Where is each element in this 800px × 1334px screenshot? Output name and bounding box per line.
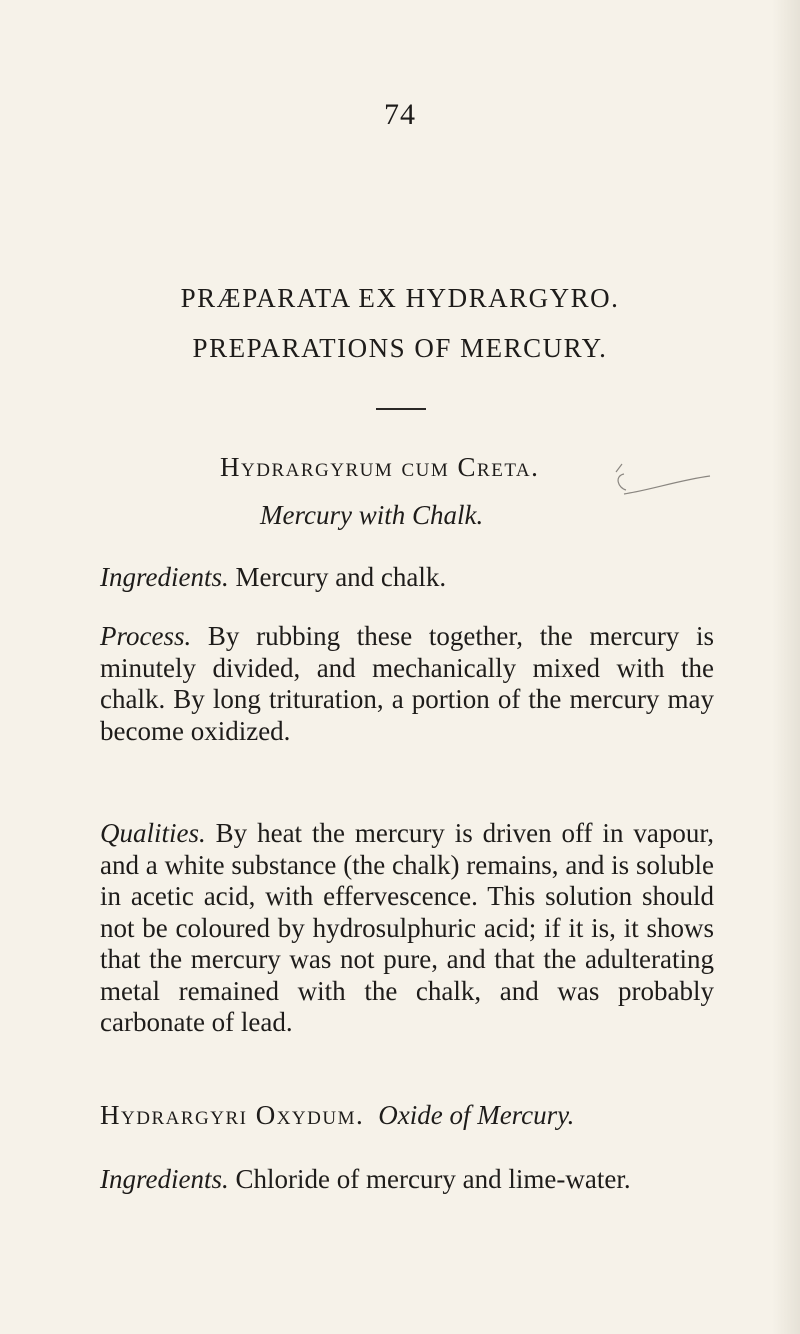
qualities-text: By heat the mercury is driven off in vapour, and a white substance (the chalk) remains, and is soluble in acetic acid, with effervescence. This solution should not be coloured by hydrosulphuric acid; if it is, it shows that the mercury was not pure, and that the adulterating metal remained with the chalk, and was probably carbonate of lead. [100,818,714,1037]
page-edge-shadow [772,0,800,1334]
heading-latin: PRÆPARATA EX HYDRARGYRO. [180,283,620,313]
section-title-hydrargyri-oxydum [100,1100,714,1131]
ingredients-text: Mercury and chalk. [228,562,447,592]
section2-title: Hydrargyri Oxydum. [100,1100,365,1130]
page-number: 74 [384,98,416,131]
ingredients-paragraph-2 [100,1164,714,1196]
ingredients-label-2: Ingredients. [100,1164,229,1194]
heading-english: PREPARATIONS OF MERCURY. [192,333,608,363]
process-text: By rubbing these together, the mercury is minutely divided, and mechanically mixed with the chalk. By long trituration, a portion of the mercury may become oxidized. [100,621,714,746]
ingredients-paragraph-1 [100,562,714,594]
section-title-hydrargyrum-cum-creta: Hydrargyrum cum Creta. [220,452,540,482]
qualities-label: Qualities. [100,818,206,848]
divider-rule [376,408,426,410]
section2-subtitle: Oxide of Mercury. [378,1100,575,1130]
section-subtitle-mercury-with-chalk: Mercury with Chalk. [260,500,484,530]
process-label: Process. [100,621,192,651]
ingredients-text-2: Chloride of mercury and lime-water. [228,1164,631,1194]
qualities-paragraph [100,818,714,1039]
handwritten-pencil-mark-icon [610,450,720,510]
process-paragraph [100,621,714,747]
ingredients-label: Ingredients. [100,562,229,592]
